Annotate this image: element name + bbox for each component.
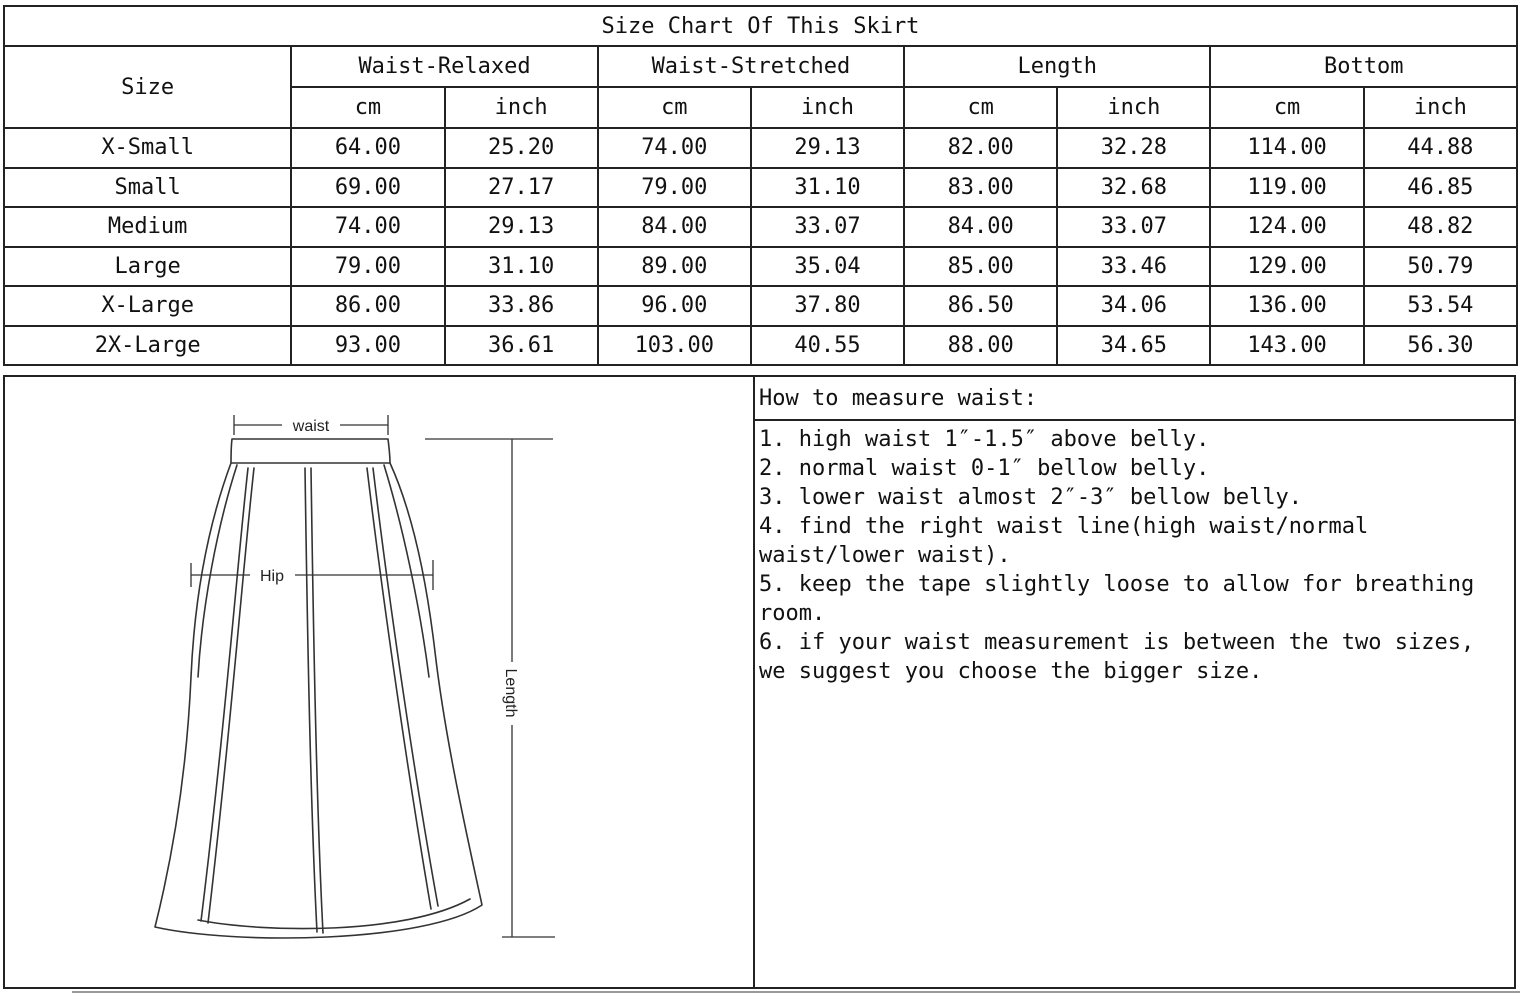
value-cell: 96.00 xyxy=(598,286,751,326)
value-cell: 74.00 xyxy=(598,128,751,168)
waistband-outline xyxy=(231,439,390,463)
value-cell: 31.10 xyxy=(445,247,598,287)
list-item: 4. find the right waist line(high waist/normal waist/lower waist). xyxy=(759,514,1369,568)
group-header-bottom: Bottom xyxy=(1210,46,1517,87)
value-cell: 29.13 xyxy=(445,207,598,247)
value-cell: 25.20 xyxy=(445,128,598,168)
instructions-list xyxy=(755,421,1516,686)
value-cell: 84.00 xyxy=(904,207,1057,247)
size-chart-table xyxy=(3,5,1518,366)
value-cell: 29.13 xyxy=(751,128,904,168)
unit-header: cm xyxy=(291,87,444,128)
value-cell: 86.00 xyxy=(291,286,444,326)
group-header-waist-stretched: Waist-Stretched xyxy=(598,46,904,87)
size-column-header: Size xyxy=(4,46,291,128)
value-cell: 93.00 xyxy=(291,326,444,366)
value-cell: 82.00 xyxy=(904,128,1057,168)
table-row xyxy=(4,247,1517,287)
bottom-divider xyxy=(72,991,1520,993)
hip-label: Hip xyxy=(259,568,285,585)
waist-instructions xyxy=(755,377,1516,987)
value-cell: 33.07 xyxy=(1057,207,1210,247)
value-cell: 103.00 xyxy=(598,326,751,366)
unit-header: inch xyxy=(751,87,904,128)
value-cell: 85.00 xyxy=(904,247,1057,287)
table-title: Size Chart Of This Skirt xyxy=(4,6,1517,46)
group-header-waist-relaxed: Waist-Relaxed xyxy=(291,46,597,87)
size-cell: Small xyxy=(4,168,291,208)
value-cell: 53.54 xyxy=(1364,286,1517,326)
value-cell: 35.04 xyxy=(751,247,904,287)
table-row xyxy=(4,128,1517,168)
skirt-outline xyxy=(155,463,482,938)
value-cell: 34.65 xyxy=(1057,326,1210,366)
size-cell: 2X-Large xyxy=(4,326,291,366)
value-cell: 33.07 xyxy=(751,207,904,247)
skirt-diagram xyxy=(5,377,751,987)
value-cell: 88.00 xyxy=(904,326,1057,366)
value-cell: 89.00 xyxy=(598,247,751,287)
list-item: 1. high waist 1″-1.5″ above belly. xyxy=(759,427,1210,452)
value-cell: 86.50 xyxy=(904,286,1057,326)
unit-header: cm xyxy=(904,87,1057,128)
value-cell: 36.61 xyxy=(445,326,598,366)
value-cell: 79.00 xyxy=(598,168,751,208)
table-row xyxy=(4,326,1517,366)
unit-header: cm xyxy=(1210,87,1363,128)
list-item: 5. keep the tape slightly loose to allow for breathing room. xyxy=(759,572,1475,626)
value-cell: 33.86 xyxy=(445,286,598,326)
value-cell: 50.79 xyxy=(1364,247,1517,287)
value-cell: 143.00 xyxy=(1210,326,1363,366)
value-cell: 44.88 xyxy=(1364,128,1517,168)
size-cell: X-Large xyxy=(4,286,291,326)
measurement-guide-panel xyxy=(3,375,1516,989)
value-cell: 119.00 xyxy=(1210,168,1363,208)
value-cell: 84.00 xyxy=(598,207,751,247)
unit-header: inch xyxy=(1057,87,1210,128)
value-cell: 34.06 xyxy=(1057,286,1210,326)
value-cell: 32.68 xyxy=(1057,168,1210,208)
list-item: 3. lower waist almost 2″-3″ bellow belly. xyxy=(759,485,1303,510)
value-cell: 69.00 xyxy=(291,168,444,208)
value-cell: 79.00 xyxy=(291,247,444,287)
instructions-title: How to measure waist: xyxy=(755,377,1516,421)
unit-header: inch xyxy=(1364,87,1517,128)
table-row xyxy=(4,207,1517,247)
list-item: 6. if your waist measurement is between the two sizes, we suggest you choose the bigger size. xyxy=(759,630,1475,684)
waist-label: waist xyxy=(292,418,330,435)
table-row xyxy=(4,286,1517,326)
list-item: 2. normal waist 0-1″ bellow belly. xyxy=(759,456,1210,481)
value-cell: 37.80 xyxy=(751,286,904,326)
unit-header: inch xyxy=(445,87,598,128)
size-cell: Medium xyxy=(4,207,291,247)
value-cell: 31.10 xyxy=(751,168,904,208)
value-cell: 64.00 xyxy=(291,128,444,168)
table-row xyxy=(4,168,1517,208)
value-cell: 129.00 xyxy=(1210,247,1363,287)
length-label: Length xyxy=(502,668,519,718)
value-cell: 83.00 xyxy=(904,168,1057,208)
value-cell: 48.82 xyxy=(1364,207,1517,247)
size-cell: Large xyxy=(4,247,291,287)
value-cell: 27.17 xyxy=(445,168,598,208)
value-cell: 32.28 xyxy=(1057,128,1210,168)
unit-header: cm xyxy=(598,87,751,128)
value-cell: 74.00 xyxy=(291,207,444,247)
value-cell: 124.00 xyxy=(1210,207,1363,247)
value-cell: 46.85 xyxy=(1364,168,1517,208)
value-cell: 114.00 xyxy=(1210,128,1363,168)
group-header-length: Length xyxy=(904,46,1210,87)
value-cell: 40.55 xyxy=(751,326,904,366)
value-cell: 56.30 xyxy=(1364,326,1517,366)
value-cell: 33.46 xyxy=(1057,247,1210,287)
size-cell: X-Small xyxy=(4,128,291,168)
value-cell: 136.00 xyxy=(1210,286,1363,326)
